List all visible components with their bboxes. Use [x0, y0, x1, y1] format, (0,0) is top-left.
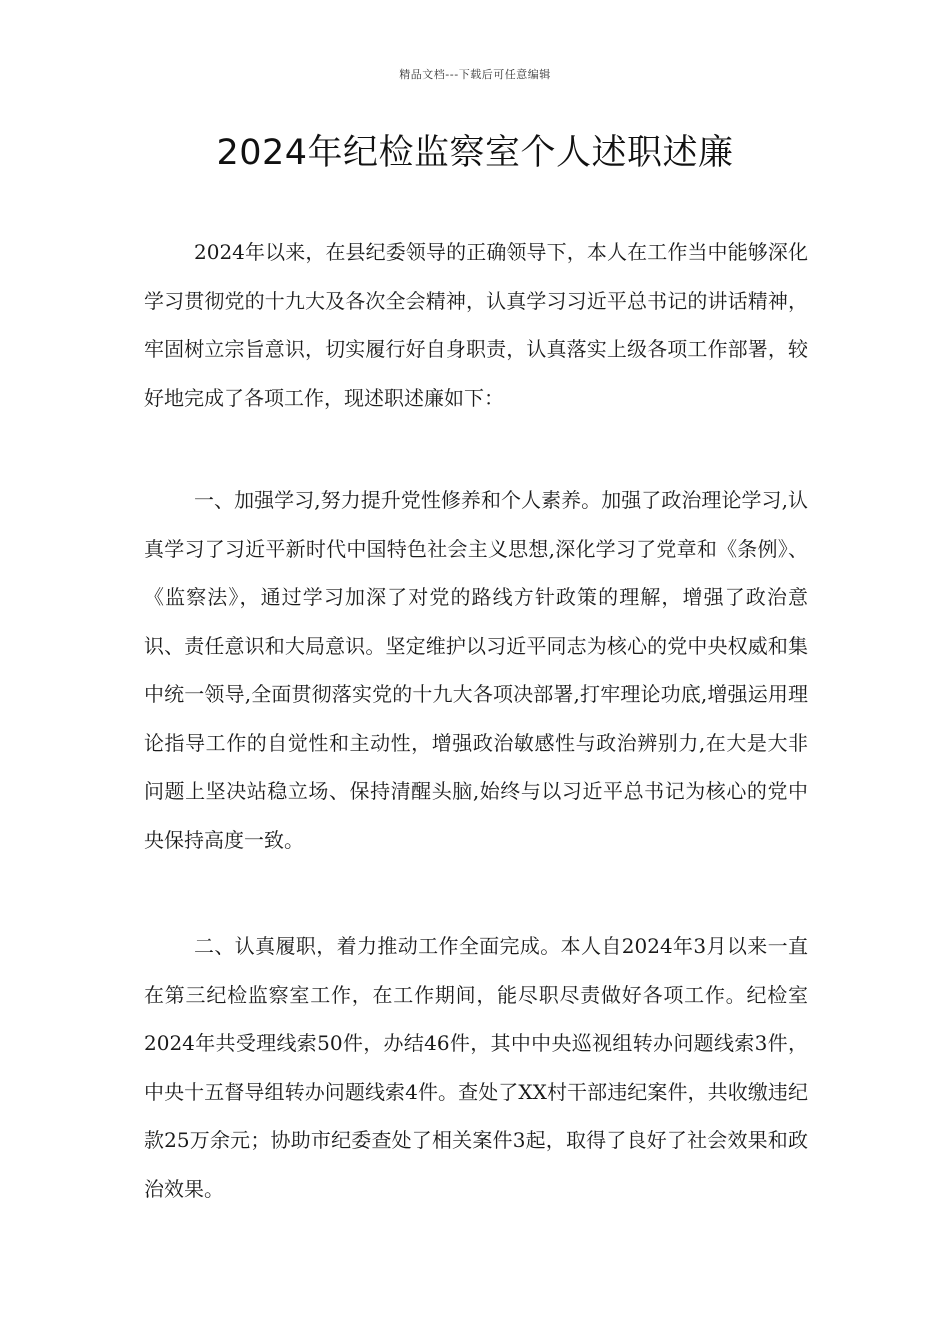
paragraph-intro: 2024年以来，在县纪委领导的正确领导下，本人在工作当中能够深化学习贯彻党的十九大及各次全会精神，认真学习习近平总书记的讲话精神，牢固树立宗旨意识，切实履行好自身职责，认真落实上级各项工作部署，较好地完成了各项工作，现述职述廉如下：: [144, 240, 808, 410]
paragraph-section-two: 二、认真履职，着力推动工作全面完成。本人自2024年3月以来一直在第三纪检监察室工作，在工作期间，能尽职尽责做好各项工作。纪检室2024年共受理线索50件，办结46件，其中中央巡视组转办问题线索3件，中央十五督导组转办问题线索4件。查处了XX村干部违纪案件，共收缴违纪款25万余元；协助市纪委查处了相关案件3起，取得了良好了社会效果和政治效果。: [144, 934, 808, 1201]
page-header-note: 精品文档---下载后可任意编辑: [399, 68, 551, 81]
paragraph-section-one: 一、加强学习,努力提升党性修养和个人素养。加强了政治理论学习,认真学习了习近平新时代中国特色社会主义思想,深化学习了党章和《条例》、《监察法》，通过学习加深了对党的路线方针政策的理解，增强了政治意识、责任意识和大局意识。坚定维护以习近平同志为核心的党中央权威和集中统一领导,全面贯彻落实党的十九大各项决部署,打牢理论功底,增强运用理论指导工作的自觉性和主动性，增强政治敏感性与政治辨别力,在大是大非问题上坚决站稳立场、保持清醒头脑,始终与以习近平总书记为核心的党中央保持高度一致。: [144, 488, 808, 852]
document-title: 2024年纪检监察室个人述职述廉: [216, 133, 734, 173]
